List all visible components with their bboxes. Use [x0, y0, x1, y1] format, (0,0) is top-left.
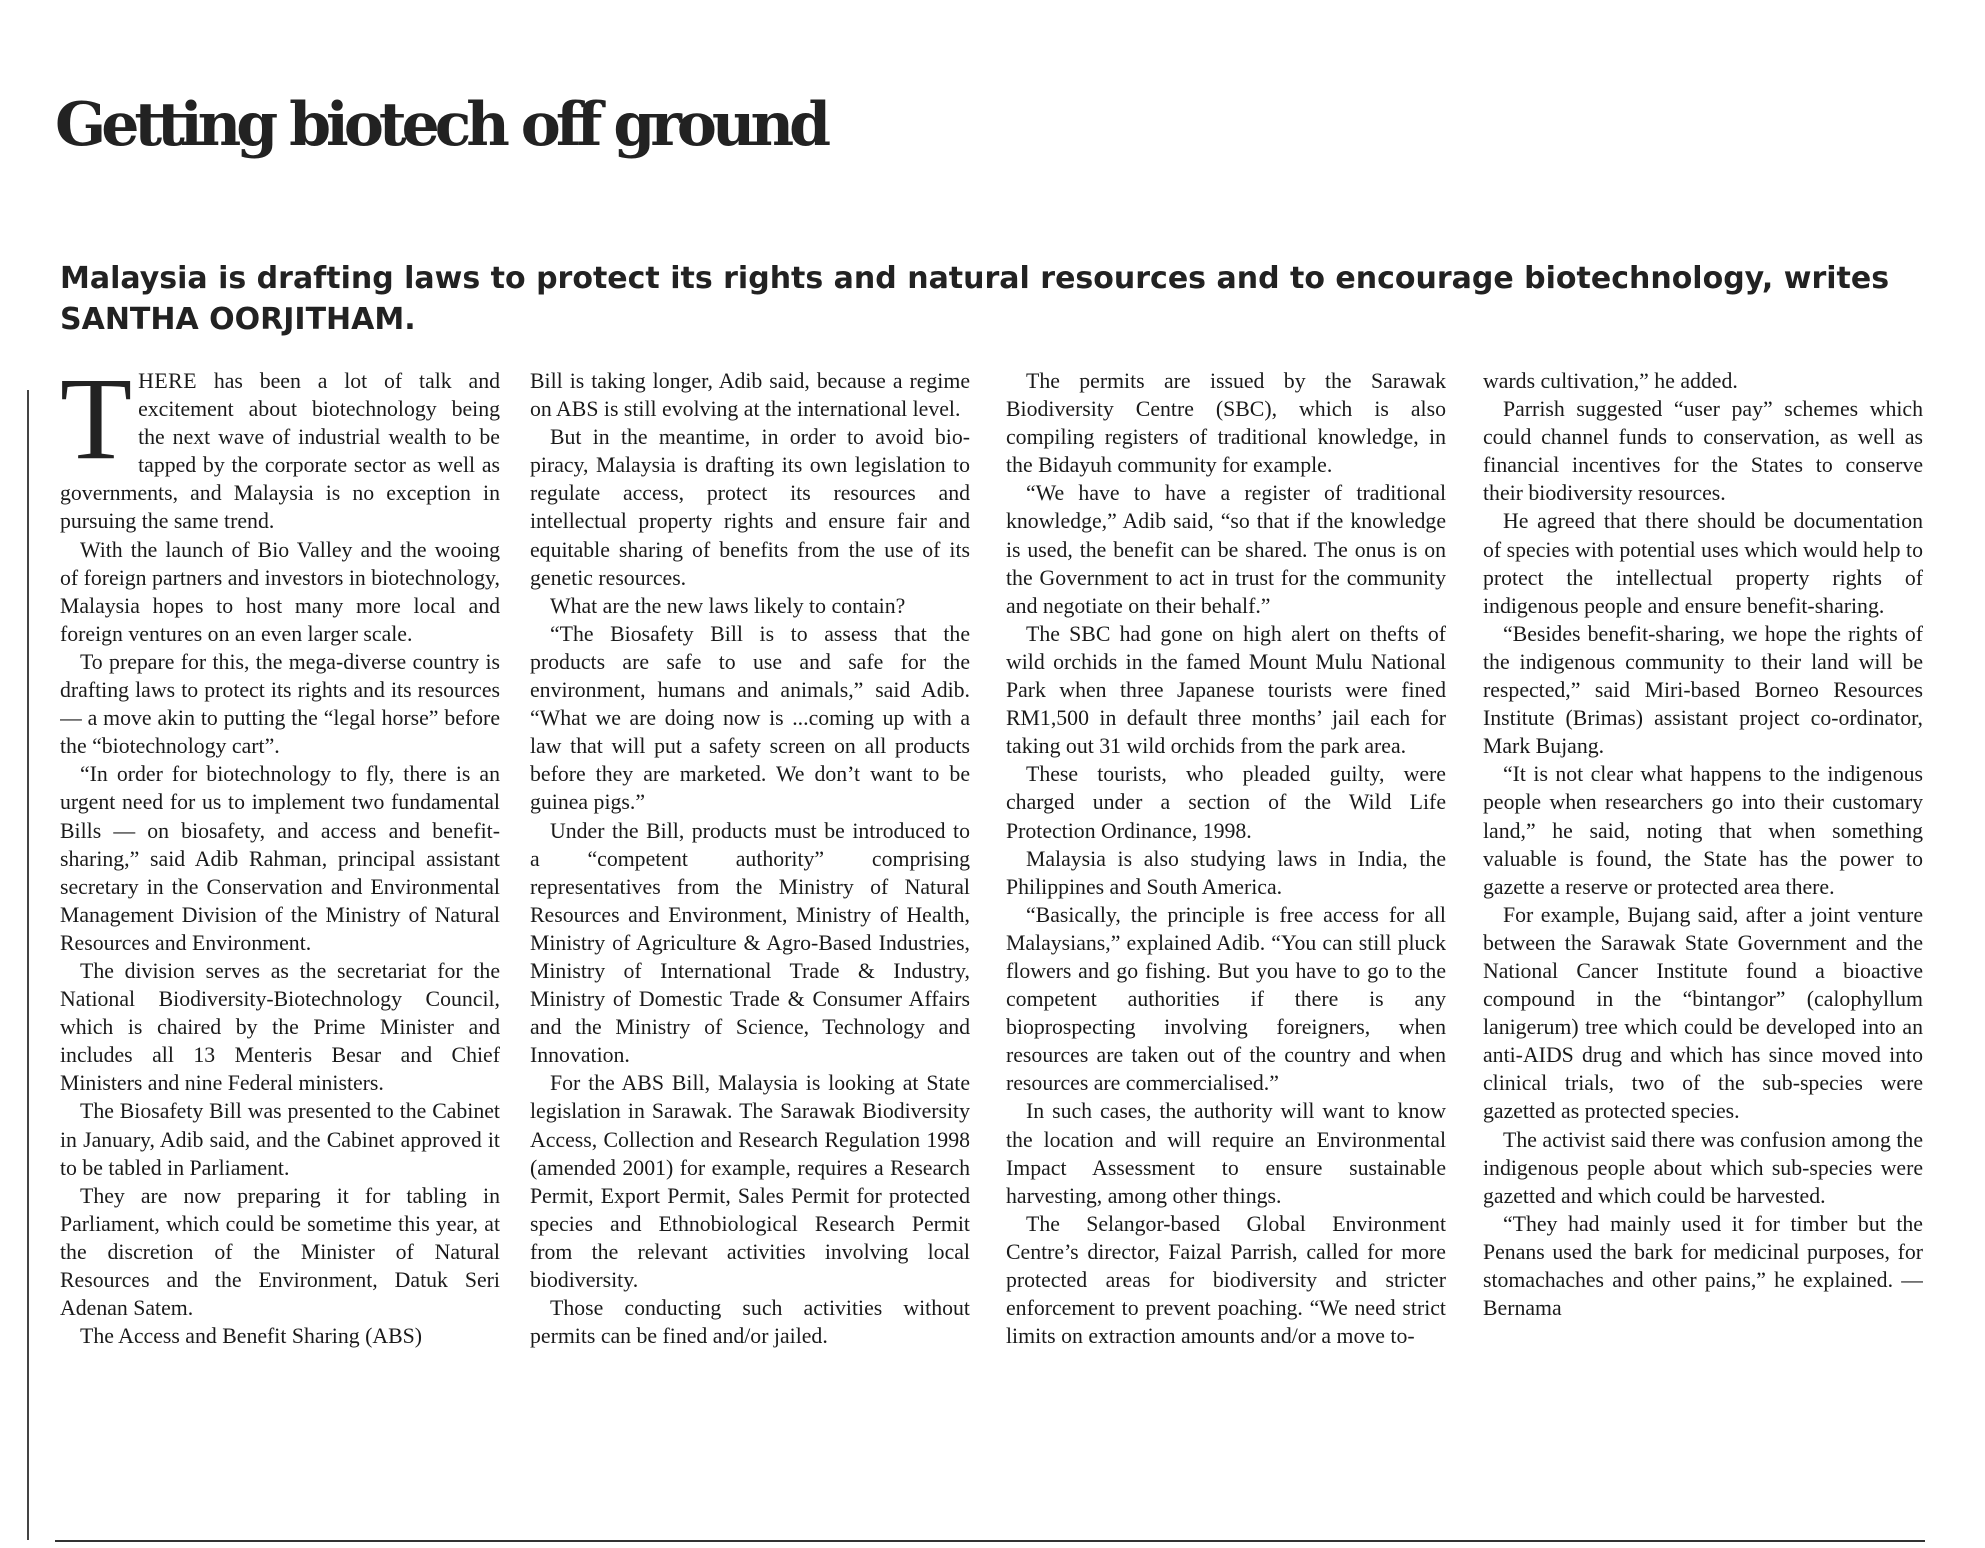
paragraph: But in the meantime, in order to avoid bio-piracy, Malaysia is drafting its own legislation to regulate access, protect its resources and intellectual property rights and ensure fair and equitable sharing of benefits from the use of its genetic resources. [530, 425, 970, 590]
lead-text: has been a lot of talk and excitement about biotechnology being the next wave of industrial wealth to be tapped by the corporate sector as well as governments, and Malaysia is no exception in pursuing the same trend. [60, 369, 500, 534]
article-column-2 [530, 367, 970, 1539]
paragraph: What are the new laws likely to contain? [550, 593, 906, 618]
paragraph: Parrish suggested “user pay” schemes which could channel funds to conservation, as well as financial incentives for the States to conserve their biodiversity resources. [1483, 397, 1923, 506]
paragraph: They are now preparing it for tabling in Parliament, which could be sometime this year, at the discretion of the Minister of Natural Resources and the Environment, Datuk Seri Adenan Satem. [60, 1183, 500, 1321]
paragraph: For the ABS Bill, Malaysia is looking at State legislation in Sarawak. The Sarawak Biodiversity Access, Collection and Research Regulation 1998 (amended 2001) for example, requires a Research Permit, Export Permit, Sales Permit for protected species and Ethnobiological Research Permit from the relevant activities involving local biodiversity. [530, 1071, 970, 1292]
paragraph: The division serves as the secretariat for the National Biodiversity-Biotechnology Council, which is chaired by the Prime Minister and includes all 13 Menteris Besar and Chief Ministers and nine Federal ministers. [60, 958, 500, 1096]
left-column-rule [27, 390, 29, 1540]
lead-caps: HERE [138, 369, 198, 393]
paragraph-continued: wards cultivation,” he added. [1483, 369, 1738, 393]
paragraph: “It is not clear what happens to the indigenous people when researchers go into their customary land,” he said, noting that when something valuable is found, the State has the power to gazette a reserve or protected area there. [1483, 762, 1923, 899]
paragraph: With the launch of Bio Valley and the wooing of foreign partners and investors in biotechnology, Malaysia hopes to host many more local and foreign ventures on an even larger scale. [60, 537, 500, 646]
drop-cap: T [60, 367, 133, 484]
paragraph: “We have to have a register of traditional knowledge,” Adib said, “so that if the knowledge is used, the benefit can be shared. The onus is on the Government to act in trust for the community and negotiate on their behalf.” [1006, 481, 1446, 618]
paragraph: “Besides benefit-sharing, we hope the rights of the indigenous community to their land will be respected,” said Miri-based Borneo Resources Institute (Brimas) assistant project co-ordinator, Mark Bujang. [1483, 621, 1923, 759]
paragraph: “In order for biotechnology to fly, there is an urgent need for us to implement two fundamental Bills — on biosafety, and access and benefit-sharing,” said Adib Rahman, principal assistant secretary in the Conservation and Environmental Management Division of the Ministry of Natural Resources and Environment. [60, 762, 500, 955]
article-column-4 [1483, 367, 1923, 1539]
paragraph: The activist said there was confusion among the indigenous people about which sub-species were gazetted and which could be harvested. [1483, 1127, 1923, 1208]
paragraph: Those conducting such activities without permits can be fined and/or jailed. [530, 1296, 970, 1349]
paragraph: For example, Bujang said, after a joint venture between the Sarawak State Government and the National Cancer Institute found a bioactive compound in the “bintangor” (calophyllum lanigerum) tree which could be developed into an anti-AIDS drug and which has since moved into clinical trials, two of the sub-species were gazetted as protected species. [1483, 902, 1923, 1124]
lead-paragraph [60, 367, 500, 536]
paragraph: In such cases, the authority will want to know the location and will require an Environmental Impact Assessment to ensure sustainable harvesting, among other things. [1006, 1099, 1446, 1208]
paragraph-continued: Bill is taking longer, Adib said, because a regime on ABS is still evolving at the international level. [530, 369, 970, 422]
paragraph: To prepare for this, the mega-diverse country is drafting laws to protect its rights and its resources — a move akin to putting the “legal horse” before the “biotechnology cart”. [60, 649, 500, 759]
paragraph: “The Biosafety Bill is to assess that the products are safe to use and safe for the environment, humans and animals,” said Adib. “What we are doing now is ...coming up with a law that will put a safety screen on all products before they are marketed. We don’t want to be guinea pigs.” [530, 621, 970, 815]
paragraph: “Basically, the principle is free access for all Malaysians,” explained Adib. “You can still pluck flowers and go fishing. But you have to go to the competent authorities if there is any bioprospecting involving foreigners, when resources are taken out of the country and when resources are commercialised.” [1006, 902, 1446, 1096]
paragraph: The permits are issued by the Sarawak Biodiversity Centre (SBC), which is also compiling registers of traditional knowledge, in the Bidayuh community for example. [1006, 369, 1446, 478]
standfirst: Malaysia is drafting laws to protect its rights and natural resources and to encourage biotechnology, writes SANTHA OORJITHAM. [60, 261, 1890, 337]
paragraph: The SBC had gone on high alert on thefts of wild orchids in the famed Mount Mulu National Park when three Japanese tourists were fined RM1,500 in default three months’ jail each for taking out 31 wild orchids from the park area. [1006, 621, 1446, 759]
paragraph: The Selangor-based Global Environment Centre’s director, Faizal Parrish, called for more protected areas for biodiversity and stricter enforcement to prevent poaching. “We need strict limits on extraction amounts and/or a move to- [1006, 1211, 1446, 1349]
article-column-1 [60, 367, 500, 1539]
paragraph: Under the Bill, products must be introduced to a “competent authority” comprising representatives from the Ministry of Natural Resources and Environment, Ministry of Health, Ministry of Agriculture & Agro-Based Industries, Ministry of International Trade & Industry, Ministry of Domestic Trade & Consumer Affairs and the Ministry of Science, Technology and Innovation. [530, 818, 970, 1068]
article-column-3 [1006, 367, 1446, 1539]
paragraph: The Access and Benefit Sharing (ABS) [80, 1324, 423, 1349]
paragraph: Malaysia is also studying laws in India, the Philippines and South America. [1006, 846, 1446, 899]
paragraph: He agreed that there should be documentation of species with potential uses which would help to protect the intellectual property rights of indigenous people and ensure benefit-sharing. [1483, 509, 1923, 618]
paragraph: The Biosafety Bill was presented to the Cabinet in January, Adib said, and the Cabinet approved it to be tabled in Parliament. [60, 1099, 500, 1180]
paragraph: “They had mainly used it for timber but the Penans used the bark for medicinal purposes, for stomachaches and other pains,” he explained. — Bernama [1483, 1211, 1923, 1321]
headline: Getting biotech off ground [55, 90, 827, 160]
paragraph: These tourists, who pleaded guilty, were charged under a section of the Wild Life Protection Ordinance, 1998. [1006, 762, 1446, 843]
bottom-rule [55, 1540, 1925, 1542]
